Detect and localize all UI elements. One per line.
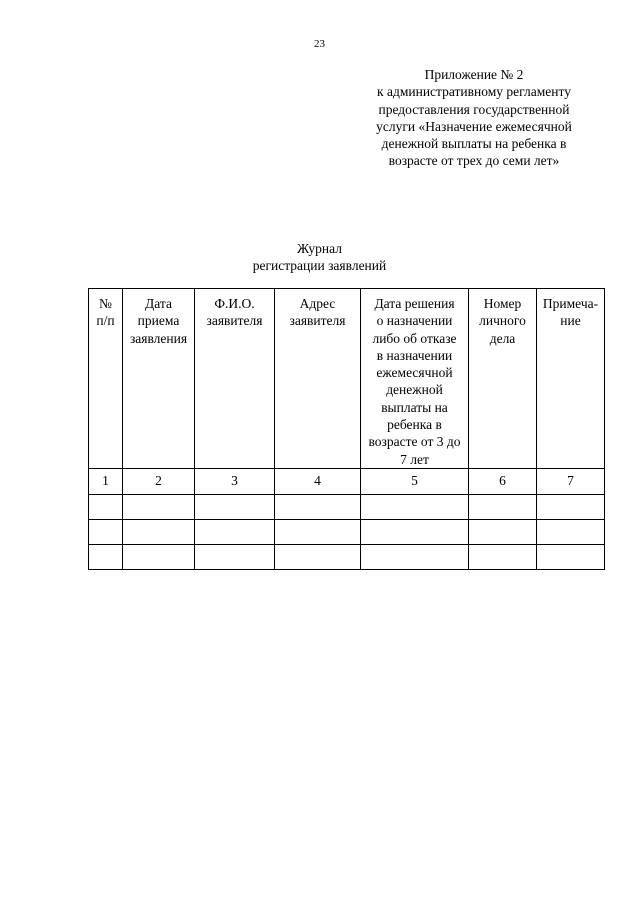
column-header-line: Адрес — [299, 296, 336, 311]
table-cell — [89, 519, 123, 544]
column-header-line: в назначении — [376, 347, 453, 363]
column-header-1 — [89, 289, 123, 469]
table-cell — [469, 494, 537, 519]
column-header-line: Дата — [145, 296, 172, 311]
column-header-6 — [469, 289, 537, 469]
table-cell — [275, 544, 361, 569]
header-row — [89, 289, 605, 469]
table-cell — [537, 494, 605, 519]
appendix-block — [356, 66, 592, 170]
column-header-line: о назначении — [376, 313, 453, 329]
appendix-line: Приложение № 2 — [424, 67, 524, 82]
column-header-line: ежемесячной — [376, 365, 453, 381]
table-row — [89, 519, 605, 544]
appendix-line: денежной выплаты на ребенка в — [381, 136, 567, 152]
journal-subtitle: регистрации заявлений — [252, 258, 387, 273]
table-cell — [537, 544, 605, 569]
column-number-cell: 1 — [89, 468, 123, 494]
column-header-3 — [195, 289, 275, 469]
table-cell — [195, 519, 275, 544]
column-number-cell: 7 — [537, 468, 605, 494]
column-number-cell: 4 — [275, 468, 361, 494]
column-number-cell: 3 — [195, 468, 275, 494]
table-cell — [123, 519, 195, 544]
column-header-line: заявителя — [289, 313, 346, 329]
table-cell — [361, 494, 469, 519]
column-header-line: заявителя — [206, 313, 263, 329]
appendix-line: услуги «Назначение ежемесячной — [376, 118, 572, 134]
column-header-line: 7 лет — [400, 451, 429, 467]
column-header-2 — [123, 289, 195, 469]
column-header-line: Ф.И.О. — [214, 296, 255, 311]
column-header-line: возрасте от 3 до — [368, 434, 461, 450]
table-cell — [275, 519, 361, 544]
appendix-line: к административному регламенту — [377, 84, 571, 100]
column-header-line: выплаты на — [381, 399, 448, 415]
appendix-line: предоставления государственной — [378, 101, 570, 117]
table-cell — [195, 544, 275, 569]
table-cell — [361, 519, 469, 544]
column-number-cell: 5 — [361, 468, 469, 494]
column-header-line: либо об отказе — [372, 330, 457, 346]
table-cell — [123, 544, 195, 569]
column-header-line: п/п — [96, 313, 115, 329]
table-cell — [537, 519, 605, 544]
table-cell — [361, 544, 469, 569]
column-header-line: Примеча- — [542, 296, 599, 311]
column-header-line: дела — [489, 330, 516, 346]
page-number: 23 — [314, 38, 325, 50]
table-cell — [275, 494, 361, 519]
journal-heading — [0, 240, 639, 274]
column-header-line: личного — [479, 313, 526, 329]
column-header-line: денежной — [386, 382, 443, 398]
table-cell — [89, 544, 123, 569]
table-cell — [195, 494, 275, 519]
column-header-line: ребенка в — [387, 417, 442, 433]
table-cell — [469, 519, 537, 544]
column-number-cell: 2 — [123, 468, 195, 494]
table-cell — [123, 494, 195, 519]
column-header-line: Номер — [483, 296, 522, 311]
column-header-4 — [275, 289, 361, 469]
registration-table — [88, 288, 605, 570]
journal-title: Журнал — [296, 241, 342, 256]
column-header-5 — [361, 289, 469, 469]
appendix-line: возрасте от трех до семи лет» — [388, 153, 560, 169]
column-number-row — [89, 468, 605, 494]
table-row — [89, 494, 605, 519]
table-row — [89, 544, 605, 569]
column-header-7 — [537, 289, 605, 469]
column-header-line: приема — [137, 313, 180, 329]
table-cell — [89, 494, 123, 519]
column-header-line: заявления — [129, 330, 188, 346]
column-header-line: Дата решения — [374, 296, 455, 311]
column-number-cell: 6 — [469, 468, 537, 494]
column-header-line: ние — [560, 313, 581, 329]
table-cell — [469, 544, 537, 569]
column-header-line: № — [99, 296, 112, 311]
